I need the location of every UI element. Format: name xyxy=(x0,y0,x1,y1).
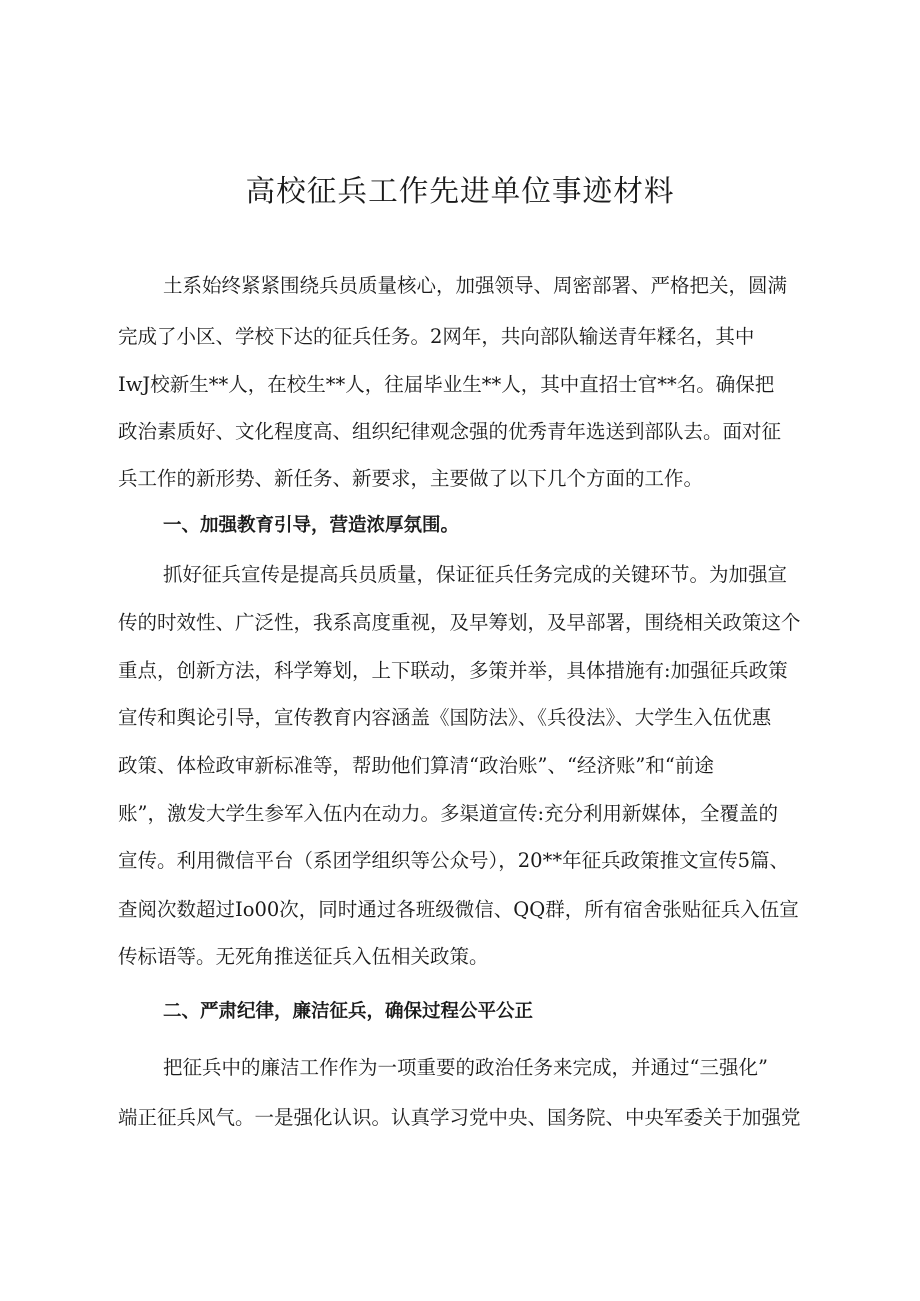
paragraph-2-line-4: 宣传和舆论引导，宣传教育内容涵盖《国防法》、《兵役法》、大学生入伍优惠 xyxy=(118,706,772,729)
paragraph-2-line-3: 重点，创新方法，科学筹划，上下联动，多策并举，具体措施有:加强征兵政策 xyxy=(118,659,788,682)
paragraph-3-line-2: 端正征兵风气。一是强化认识。认真学习党中央、国务院、中央军委关于加强党 xyxy=(118,1106,801,1129)
paragraph-1-line-1: 土系始终紧紧围绕兵员质量核心，加强领导、周密部署、严格把关，圆满 xyxy=(163,274,788,297)
paragraph-1-line-4: 政治素质好、文化程度高、组织纪律观念强的优秀青年选送到部队去。面对征 xyxy=(118,420,782,443)
paragraph-2-line-1: 抓好征兵宣传是提高兵员质量，保证征兵任务完成的关键环节。为加强宣 xyxy=(163,563,788,586)
paragraph-1-line-2: 完成了小区、学校下达的征兵任务。2网年，共向部队输送青年糅名，其中 xyxy=(118,325,755,348)
paragraph-2-line-2: 传的时效性、广泛性，我系高度重视，及早筹划，及早部署，围绕相关政策这个 xyxy=(118,611,801,634)
paragraph-3-line-1: 把征兵中的廉洁工作作为一项重要的政治任务来完成，并通过“三强化” xyxy=(163,1056,768,1079)
paragraph-2-line-8: 查阅次数超过Io00次，同时通过各班级微信、QQ群，所有宿舍张贴征兵入伍宣 xyxy=(118,898,799,921)
section-heading-1: 一、加强教育引导，营造浓厚氛围。 xyxy=(163,515,460,536)
document-title: 高校征兵工作先进单位事迹材料 xyxy=(245,173,675,208)
paragraph-2-line-7: 宣传。利用微信平台（系团学组织等公众号），20**年征兵政策推文宣传5篇、 xyxy=(118,849,789,872)
paragraph-2-line-5: 政策、体检政审新标准等，帮助他们算清“政治账”、“经济账”和“前途 xyxy=(118,754,714,777)
paragraph-2-line-6: 账”，激发大学生参军入伍内在动力。多渠道宣传:充分利用新媒体，全覆盖的 xyxy=(118,802,779,825)
section-heading-2: 二、严肃纪律，廉洁征兵，确保过程公平公正 xyxy=(163,1001,534,1022)
paragraph-2-line-9: 传标语等。无死角推送征兵入伍相关政策。 xyxy=(118,945,489,968)
paragraph-1-line-5: 兵工作的新形势、新任务、新要求，主要做了以下几个方面的工作。 xyxy=(118,467,704,490)
paragraph-1-line-3: IwJ校新生**人，在校生**人，往届毕业生**人，其中直招士官**名。确保把 xyxy=(118,373,775,396)
